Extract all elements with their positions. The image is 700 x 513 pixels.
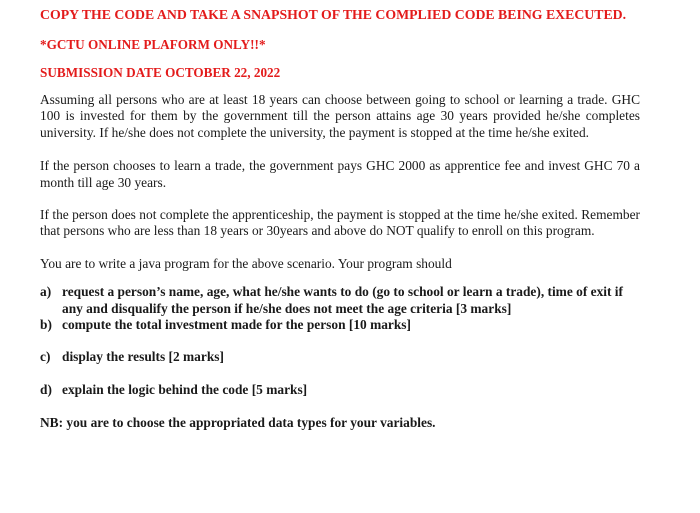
task-text: compute the total investment made for the person [10 marks] — [62, 317, 411, 333]
task-text: explain the logic behind the code [5 marks] — [62, 381, 308, 397]
scenario-paragraph-trade: If the person chooses to learn a trade, the government pays GHC 2000 as apprentice fee and invest GHC 70 a month till age 30 years. — [40, 158, 640, 190]
task-marker: d) — [40, 381, 52, 397]
scenario-paragraph-school: Assuming all persons who are at least 18 years can choose between going to school or learning a trade. GHC 100 is invested for them by the government till the person attains age 30 years provided he/she completes university. If he/she does not complete the university, the payment is stopped at the time he/she exited. — [40, 92, 640, 140]
submission-date: SUBMISSION DATE OCTOBER 22, 2022 — [40, 65, 281, 80]
nb-note: NB: you are to choose the appropriated data types for your variables. — [40, 415, 436, 431]
task-item-c — [40, 349, 640, 365]
task-marker: a) — [40, 284, 52, 300]
task-list — [40, 284, 640, 333]
task-item-d — [40, 382, 640, 398]
scenario-paragraph-eligibility: If the person does not complete the apprenticeship, the payment is stopped at the time he/she exited. Remember that persons who are less than 18 years or 30years and above do NOT qualify to enroll on this program. — [40, 207, 640, 239]
task-marker: c) — [40, 349, 51, 365]
instruction-paragraph: You are to write a java program for the above scenario. Your program should — [40, 255, 452, 271]
task-item-a — [40, 284, 640, 317]
task-text: request a person’s name, age, what he/she wants to do (go to school or learn a trade), time of exit if any and disqualify the person if he/she does not meet the age criteria [3 marks] — [62, 284, 623, 316]
assignment-document — [40, 6, 640, 432]
task-item-b — [40, 317, 640, 333]
document-title: COPY THE CODE AND TAKE A SNAPSHOT OF THE COMPLIED CODE BEING EXECUTED. — [40, 7, 627, 22]
task-marker: b) — [40, 317, 52, 333]
platform-notice: *GCTU ONLINE PLAFORM ONLY!!* — [40, 37, 266, 52]
task-list-continued — [40, 349, 640, 365]
task-list-final — [40, 382, 640, 398]
task-text: display the results [2 marks] — [62, 349, 224, 365]
